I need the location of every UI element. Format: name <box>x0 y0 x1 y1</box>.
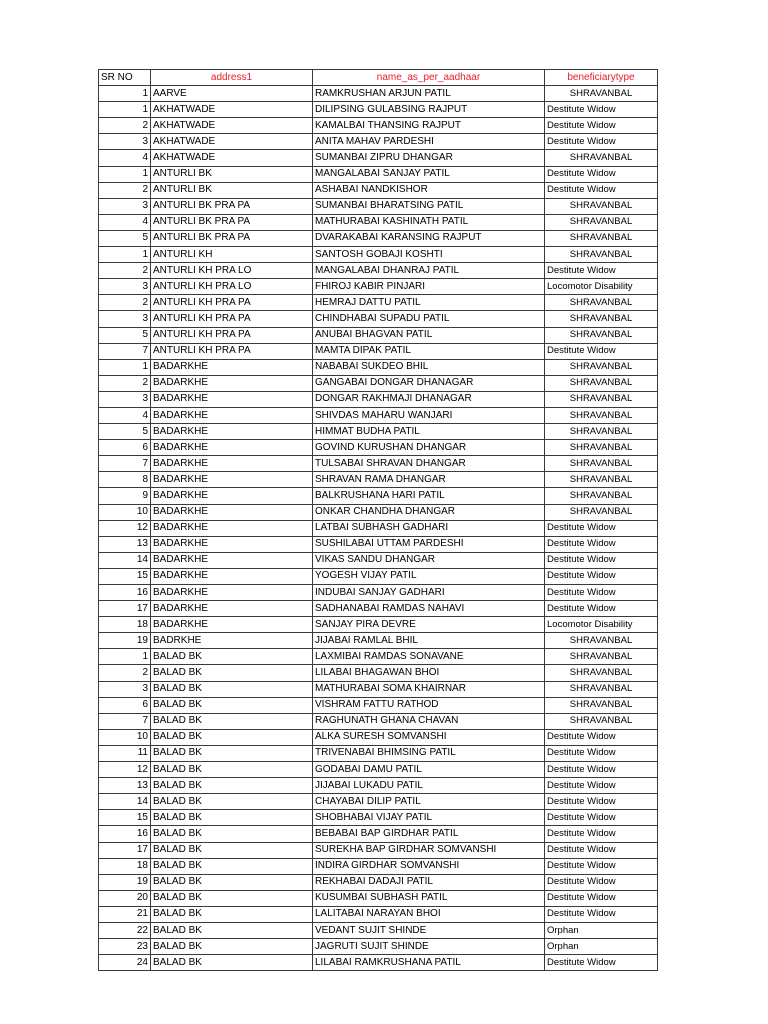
cell-sr-no: 15 <box>99 568 151 584</box>
cell-address: AKHATWADE <box>151 134 313 150</box>
cell-address: BADARKHE <box>151 601 313 617</box>
cell-address: BALAD BK <box>151 874 313 890</box>
cell-name: INDIRA GIRDHAR SOMVANSHI <box>313 858 545 874</box>
table-row <box>99 729 658 745</box>
cell-beneficiary-type: SHRAVANBAL <box>545 86 658 102</box>
cell-sr-no: 6 <box>99 697 151 713</box>
cell-name: MANGALABAI DHANRAJ PATIL <box>313 263 545 279</box>
cell-beneficiary-type: SHRAVANBAL <box>545 424 658 440</box>
cell-sr-no: 6 <box>99 440 151 456</box>
table-row <box>99 713 658 729</box>
cell-address: BALAD BK <box>151 810 313 826</box>
cell-sr-no: 19 <box>99 633 151 649</box>
cell-address: BADARKHE <box>151 504 313 520</box>
cell-sr-no: 2 <box>99 375 151 391</box>
cell-address: ANTURLI KH PRA PA <box>151 327 313 343</box>
cell-address: BADARKHE <box>151 472 313 488</box>
cell-beneficiary-type: SHRAVANBAL <box>545 375 658 391</box>
table-row <box>99 375 658 391</box>
cell-name: FHIROJ KABIR PINJARI <box>313 279 545 295</box>
table-row <box>99 134 658 150</box>
table-row <box>99 247 658 263</box>
table-row <box>99 472 658 488</box>
cell-beneficiary-type: Destitute Widow <box>545 118 658 134</box>
table-row <box>99 166 658 182</box>
table-row <box>99 230 658 246</box>
cell-sr-no: 2 <box>99 295 151 311</box>
cell-sr-no: 4 <box>99 214 151 230</box>
cell-beneficiary-type: SHRAVANBAL <box>545 649 658 665</box>
table-row <box>99 440 658 456</box>
cell-address: BALAD BK <box>151 697 313 713</box>
table-row <box>99 359 658 375</box>
cell-beneficiary-type: Destitute Widow <box>545 906 658 922</box>
table-row <box>99 858 658 874</box>
cell-name: RAMKRUSHAN ARJUN PATIL <box>313 86 545 102</box>
cell-address: BADARKHE <box>151 488 313 504</box>
cell-beneficiary-type: Destitute Widow <box>545 263 658 279</box>
cell-name: CHAYABAI DILIP PATIL <box>313 794 545 810</box>
cell-sr-no: 1 <box>99 102 151 118</box>
cell-name: MAMTA DIPAK PATIL <box>313 343 545 359</box>
cell-name: DONGAR RAKHMAJI DHANAGAR <box>313 391 545 407</box>
table-row <box>99 327 658 343</box>
table-row <box>99 842 658 858</box>
cell-sr-no: 1 <box>99 166 151 182</box>
cell-name: LATBAI SUBHASH GADHARI <box>313 520 545 536</box>
cell-address: BALAD BK <box>151 649 313 665</box>
cell-beneficiary-type: Destitute Widow <box>545 166 658 182</box>
table-row <box>99 343 658 359</box>
cell-sr-no: 4 <box>99 150 151 166</box>
cell-sr-no: 16 <box>99 826 151 842</box>
table-row <box>99 424 658 440</box>
cell-sr-no: 22 <box>99 922 151 938</box>
cell-address: BADARKHE <box>151 391 313 407</box>
cell-name: SUMANBAI BHARATSING PATIL <box>313 198 545 214</box>
cell-address: BALAD BK <box>151 922 313 938</box>
cell-address: ANTURLI KH <box>151 247 313 263</box>
cell-sr-no: 17 <box>99 601 151 617</box>
cell-name: JIJABAI LUKADU PATIL <box>313 778 545 794</box>
cell-sr-no: 5 <box>99 327 151 343</box>
cell-address: BALAD BK <box>151 794 313 810</box>
cell-name: MATHURABAI KASHINATH PATIL <box>313 214 545 230</box>
cell-address: ANTURLI KH PRA PA <box>151 311 313 327</box>
table-row <box>99 890 658 906</box>
cell-sr-no: 10 <box>99 504 151 520</box>
cell-beneficiary-type: SHRAVANBAL <box>545 472 658 488</box>
cell-beneficiary-type: SHRAVANBAL <box>545 456 658 472</box>
cell-address: BADARKHE <box>151 585 313 601</box>
table-row <box>99 617 658 633</box>
cell-address: BADARKHE <box>151 424 313 440</box>
table-row <box>99 279 658 295</box>
table-row <box>99 745 658 761</box>
table-row <box>99 939 658 955</box>
cell-address: AKHATWADE <box>151 118 313 134</box>
cell-beneficiary-type: Destitute Widow <box>545 794 658 810</box>
cell-address: ANTURLI BK PRA PA <box>151 198 313 214</box>
cell-address: ANTURLI BK PRA PA <box>151 230 313 246</box>
header-address: address1 <box>151 70 313 86</box>
cell-sr-no: 11 <box>99 745 151 761</box>
cell-beneficiary-type: Orphan <box>545 939 658 955</box>
cell-sr-no: 2 <box>99 118 151 134</box>
cell-name: MATHURABAI SOMA KHAIRNAR <box>313 681 545 697</box>
cell-address: BADARKHE <box>151 617 313 633</box>
cell-address: BADARKHE <box>151 456 313 472</box>
cell-address: BALAD BK <box>151 762 313 778</box>
cell-name: GANGABAI DONGAR DHANAGAR <box>313 375 545 391</box>
table-row <box>99 810 658 826</box>
beneficiary-table <box>98 69 658 971</box>
table-row <box>99 311 658 327</box>
header-name: name_as_per_aadhaar <box>313 70 545 86</box>
cell-sr-no: 10 <box>99 729 151 745</box>
cell-sr-no: 21 <box>99 906 151 922</box>
table-row <box>99 295 658 311</box>
cell-address: BADARKHE <box>151 407 313 423</box>
cell-sr-no: 8 <box>99 472 151 488</box>
cell-name: DVARAKABAI KARANSING RAJPUT <box>313 230 545 246</box>
table-row <box>99 633 658 649</box>
table-row <box>99 456 658 472</box>
cell-name: TULSABAI SHRAVAN DHANGAR <box>313 456 545 472</box>
cell-beneficiary-type: SHRAVANBAL <box>545 247 658 263</box>
cell-address: BALAD BK <box>151 681 313 697</box>
cell-address: BADARKHE <box>151 359 313 375</box>
cell-name: YOGESH VIJAY PATIL <box>313 568 545 584</box>
cell-address: ANTURLI KH PRA PA <box>151 343 313 359</box>
table-row <box>99 520 658 536</box>
cell-name: KAMALBAI THANSING RAJPUT <box>313 118 545 134</box>
cell-beneficiary-type: Destitute Widow <box>545 778 658 794</box>
cell-name: HEMRAJ DATTU PATIL <box>313 295 545 311</box>
cell-sr-no: 3 <box>99 391 151 407</box>
table-row <box>99 794 658 810</box>
cell-name: JIJABAI RAMLAL BHIL <box>313 633 545 649</box>
table-row <box>99 150 658 166</box>
cell-name: LALITABAI NARAYAN BHOI <box>313 906 545 922</box>
cell-name: SUMANBAI ZIPRU DHANGAR <box>313 150 545 166</box>
header-sr-no: SR NO <box>99 70 151 86</box>
cell-beneficiary-type: SHRAVANBAL <box>545 440 658 456</box>
cell-sr-no: 1 <box>99 247 151 263</box>
table-row <box>99 263 658 279</box>
cell-sr-no: 17 <box>99 842 151 858</box>
table-row <box>99 182 658 198</box>
table-row <box>99 585 658 601</box>
cell-beneficiary-type: Destitute Widow <box>545 762 658 778</box>
table-row <box>99 778 658 794</box>
cell-sr-no: 3 <box>99 311 151 327</box>
cell-beneficiary-type: Destitute Widow <box>545 842 658 858</box>
cell-sr-no: 16 <box>99 585 151 601</box>
cell-name: ASHABAI NANDKISHOR <box>313 182 545 198</box>
cell-address: BALAD BK <box>151 778 313 794</box>
cell-name: LAXMIBAI RAMDAS SONAVANE <box>313 649 545 665</box>
table-row <box>99 536 658 552</box>
cell-beneficiary-type: SHRAVANBAL <box>545 681 658 697</box>
cell-address: BALAD BK <box>151 906 313 922</box>
cell-name: INDUBAI SANJAY GADHARI <box>313 585 545 601</box>
cell-address: ANTURLI KH PRA LO <box>151 263 313 279</box>
cell-name: SADHANABAI RAMDAS NAHAVI <box>313 601 545 617</box>
cell-sr-no: 14 <box>99 794 151 810</box>
table-body <box>99 86 658 971</box>
cell-beneficiary-type: Destitute Widow <box>545 745 658 761</box>
cell-name: SANJAY PIRA DEVRE <box>313 617 545 633</box>
cell-sr-no: 13 <box>99 778 151 794</box>
cell-name: SUREKHA BAP GIRDHAR SOMVANSHI <box>313 842 545 858</box>
table-row <box>99 906 658 922</box>
cell-address: BALAD BK <box>151 745 313 761</box>
spreadsheet <box>98 69 658 971</box>
cell-address: BADARKHE <box>151 440 313 456</box>
cell-beneficiary-type: Destitute Widow <box>545 102 658 118</box>
header-beneficiary-type: beneficiarytype <box>545 70 658 86</box>
cell-sr-no: 4 <box>99 407 151 423</box>
cell-address: BADARKHE <box>151 568 313 584</box>
cell-sr-no: 1 <box>99 359 151 375</box>
cell-name: CHINDHABAI SUPADU PATIL <box>313 311 545 327</box>
cell-name: SHRAVAN RAMA DHANGAR <box>313 472 545 488</box>
cell-sr-no: 1 <box>99 649 151 665</box>
cell-sr-no: 20 <box>99 890 151 906</box>
cell-sr-no: 12 <box>99 520 151 536</box>
cell-address: ANTURLI BK <box>151 166 313 182</box>
cell-address: BALAD BK <box>151 858 313 874</box>
table-row <box>99 504 658 520</box>
cell-address: BALAD BK <box>151 826 313 842</box>
table-row <box>99 762 658 778</box>
header-row <box>99 70 658 86</box>
cell-sr-no: 3 <box>99 681 151 697</box>
cell-beneficiary-type: SHRAVANBAL <box>545 150 658 166</box>
cell-beneficiary-type: Destitute Widow <box>545 874 658 890</box>
cell-name: DILIPSING GULABSING RAJPUT <box>313 102 545 118</box>
table-row <box>99 407 658 423</box>
cell-sr-no: 3 <box>99 134 151 150</box>
cell-beneficiary-type: SHRAVANBAL <box>545 697 658 713</box>
cell-address: BALAD BK <box>151 665 313 681</box>
cell-address: BADARKHE <box>151 520 313 536</box>
cell-name: BEBABAI BAP GIRDHAR PATIL <box>313 826 545 842</box>
cell-sr-no: 23 <box>99 939 151 955</box>
cell-beneficiary-type: Destitute Widow <box>545 520 658 536</box>
table-row <box>99 922 658 938</box>
cell-beneficiary-type: SHRAVANBAL <box>545 407 658 423</box>
cell-sr-no: 5 <box>99 424 151 440</box>
cell-name: NABABAI SUKDEO BHIL <box>313 359 545 375</box>
cell-name: ANITA MAHAV PARDESHI <box>313 134 545 150</box>
cell-address: BALAD BK <box>151 842 313 858</box>
cell-sr-no: 5 <box>99 230 151 246</box>
table-row <box>99 198 658 214</box>
cell-sr-no: 2 <box>99 263 151 279</box>
cell-beneficiary-type: Destitute Widow <box>545 890 658 906</box>
table-row <box>99 488 658 504</box>
cell-beneficiary-type: Destitute Widow <box>545 182 658 198</box>
cell-beneficiary-type: Destitute Widow <box>545 858 658 874</box>
cell-name: LILABAI BHAGAWAN BHOI <box>313 665 545 681</box>
cell-sr-no: 14 <box>99 552 151 568</box>
cell-name: GODABAI DAMU PATIL <box>313 762 545 778</box>
cell-beneficiary-type: Destitute Widow <box>545 585 658 601</box>
cell-address: BALAD BK <box>151 939 313 955</box>
cell-address: BALAD BK <box>151 729 313 745</box>
cell-name: GOVIND KURUSHAN DHANGAR <box>313 440 545 456</box>
cell-name: ANUBAI BHAGVAN PATIL <box>313 327 545 343</box>
cell-beneficiary-type: SHRAVANBAL <box>545 391 658 407</box>
cell-address: BADARKHE <box>151 375 313 391</box>
table-row <box>99 697 658 713</box>
cell-address: ANTURLI KH PRA LO <box>151 279 313 295</box>
cell-beneficiary-type: SHRAVANBAL <box>545 488 658 504</box>
cell-sr-no: 24 <box>99 955 151 971</box>
table-row <box>99 118 658 134</box>
cell-sr-no: 18 <box>99 617 151 633</box>
cell-name: VISHRAM FATTU RATHOD <box>313 697 545 713</box>
cell-address: ANTURLI BK <box>151 182 313 198</box>
cell-beneficiary-type: Destitute Widow <box>545 810 658 826</box>
cell-sr-no: 9 <box>99 488 151 504</box>
cell-name: HIMMAT BUDHA PATIL <box>313 424 545 440</box>
table-row <box>99 874 658 890</box>
cell-beneficiary-type: Destitute Widow <box>545 729 658 745</box>
cell-beneficiary-type: SHRAVANBAL <box>545 665 658 681</box>
table-row <box>99 681 658 697</box>
cell-sr-no: 2 <box>99 665 151 681</box>
cell-beneficiary-type: Destitute Widow <box>545 134 658 150</box>
cell-beneficiary-type: Destitute Widow <box>545 552 658 568</box>
cell-address: BALAD BK <box>151 713 313 729</box>
cell-beneficiary-type: SHRAVANBAL <box>545 198 658 214</box>
table-row <box>99 826 658 842</box>
cell-name: REKHABAI DADAJI PATIL <box>313 874 545 890</box>
cell-name: VIKAS SANDU DHANGAR <box>313 552 545 568</box>
cell-sr-no: 13 <box>99 536 151 552</box>
cell-beneficiary-type: Locomotor Disability <box>545 617 658 633</box>
cell-name: ONKAR CHANDHA DHANGAR <box>313 504 545 520</box>
cell-beneficiary-type: SHRAVANBAL <box>545 713 658 729</box>
cell-beneficiary-type: Destitute Widow <box>545 955 658 971</box>
table-row <box>99 665 658 681</box>
cell-address: ANTURLI BK PRA PA <box>151 214 313 230</box>
cell-beneficiary-type: Destitute Widow <box>545 343 658 359</box>
cell-name: BALKRUSHANA HARI PATIL <box>313 488 545 504</box>
table-row <box>99 568 658 584</box>
cell-beneficiary-type: SHRAVANBAL <box>545 327 658 343</box>
cell-name: JAGRUTI SUJIT SHINDE <box>313 939 545 955</box>
cell-sr-no: 1 <box>99 86 151 102</box>
cell-beneficiary-type: SHRAVANBAL <box>545 633 658 649</box>
cell-address: AKHATWADE <box>151 150 313 166</box>
cell-name: LILABAI RAMKRUSHANA PATIL <box>313 955 545 971</box>
table-row <box>99 552 658 568</box>
cell-beneficiary-type: Destitute Widow <box>545 568 658 584</box>
cell-sr-no: 3 <box>99 198 151 214</box>
cell-name: ALKA SURESH SOMVANSHI <box>313 729 545 745</box>
cell-beneficiary-type: SHRAVANBAL <box>545 295 658 311</box>
cell-address: BADARKHE <box>151 536 313 552</box>
cell-name: KUSUMBAI SUBHASH PATIL <box>313 890 545 906</box>
table-row <box>99 102 658 118</box>
cell-sr-no: 18 <box>99 858 151 874</box>
table-row <box>99 86 658 102</box>
cell-beneficiary-type: Destitute Widow <box>545 601 658 617</box>
cell-sr-no: 12 <box>99 762 151 778</box>
cell-name: SUSHILABAI UTTAM PARDESHI <box>313 536 545 552</box>
cell-beneficiary-type: Orphan <box>545 922 658 938</box>
cell-beneficiary-type: SHRAVANBAL <box>545 504 658 520</box>
cell-name: MANGALABAI SANJAY PATIL <box>313 166 545 182</box>
cell-address: AKHATWADE <box>151 102 313 118</box>
cell-beneficiary-type: Locomotor Disability <box>545 279 658 295</box>
cell-sr-no: 7 <box>99 456 151 472</box>
cell-sr-no: 7 <box>99 343 151 359</box>
cell-beneficiary-type: SHRAVANBAL <box>545 311 658 327</box>
cell-beneficiary-type: SHRAVANBAL <box>545 214 658 230</box>
cell-sr-no: 15 <box>99 810 151 826</box>
cell-beneficiary-type: Destitute Widow <box>545 826 658 842</box>
table-row <box>99 955 658 971</box>
cell-name: SHOBHABAI VIJAY PATIL <box>313 810 545 826</box>
cell-name: SANTOSH GOBAJI KOSHTI <box>313 247 545 263</box>
cell-address: AARVE <box>151 86 313 102</box>
cell-address: BALAD BK <box>151 890 313 906</box>
cell-sr-no: 19 <box>99 874 151 890</box>
cell-beneficiary-type: SHRAVANBAL <box>545 359 658 375</box>
table-row <box>99 391 658 407</box>
cell-sr-no: 2 <box>99 182 151 198</box>
cell-address: BADRKHE <box>151 633 313 649</box>
cell-sr-no: 7 <box>99 713 151 729</box>
cell-beneficiary-type: Destitute Widow <box>545 536 658 552</box>
table-row <box>99 649 658 665</box>
cell-name: RAGHUNATH GHANA CHAVAN <box>313 713 545 729</box>
cell-address: BALAD BK <box>151 955 313 971</box>
cell-name: SHIVDAS MAHARU WANJARI <box>313 407 545 423</box>
cell-address: ANTURLI KH PRA PA <box>151 295 313 311</box>
table-row <box>99 214 658 230</box>
cell-name: TRIVENABAI BHIMSING PATIL <box>313 745 545 761</box>
cell-name: VEDANT SUJIT SHINDE <box>313 922 545 938</box>
cell-sr-no: 3 <box>99 279 151 295</box>
cell-beneficiary-type: SHRAVANBAL <box>545 230 658 246</box>
cell-address: BADARKHE <box>151 552 313 568</box>
table-row <box>99 601 658 617</box>
